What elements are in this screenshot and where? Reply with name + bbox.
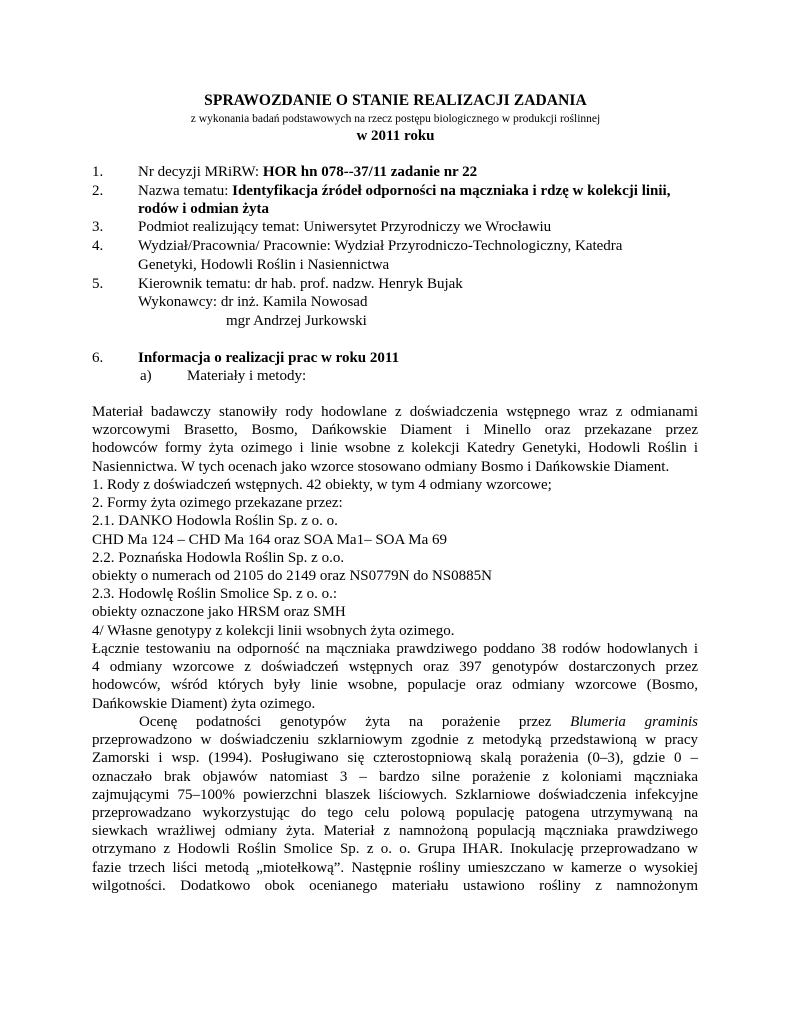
- item-contractors: Wykonawcy: dr inż. Kamila Nowosad: [138, 294, 368, 310]
- text-line: 4 odmiany wzorcowe z doświadczeń wstępnych oraz 397 genotypów dostarczonych przez: [92, 659, 698, 676]
- text-line: Zamorski i wsp. (1994). Posługiwano się czterostopniową skalą porażenia (0–3), gdzie 0 –: [92, 750, 698, 767]
- list-item: 4/ Własne genotypy z kolekcji linii wsobnych żyta ozimego.: [92, 622, 455, 639]
- text-line: zajmującymi 75–100% powierzchni blaszek liściowych. Szklarniowe doświadczenia infekcyjne: [92, 786, 698, 803]
- item-contractor-2: mgr Andrzej Jurkowski: [226, 313, 367, 329]
- text-line: fazie trzech liści metodą „miotełkową”. Następnie rośliny umieszczano w kamerze o wysokiej: [92, 859, 698, 876]
- materials-list: [92, 476, 698, 640]
- paragraph-methodology: [92, 713, 698, 895]
- item-topic-name: [138, 182, 670, 201]
- list-item: 2. Formy żyta ozimego przekazane przez:: [92, 495, 343, 512]
- text-line: oznaczało brak objawów natomiast 3 – bardzo silne porażenie z koloniami mączniaka: [92, 768, 698, 785]
- list-item: 2.2. Poznańska Hodowla Roślin Sp. z o.o.: [92, 549, 345, 566]
- item-label: Nr decyzji MRiRW:: [138, 164, 263, 180]
- section-heading: Informacja o realizacji prac w roku 2011: [138, 350, 400, 366]
- item-number: 3.: [92, 219, 104, 235]
- item-department-continuation: Genetyki, Hodowli Roślin i Nasiennictwa: [138, 257, 390, 273]
- item-value: HOR hn 078--37/11 zadanie nr 22: [262, 164, 478, 180]
- text-line: siewkach wrażliwej odmiany żyta. Materiał z namnożoną populacją mączniaka prawdziwego: [92, 823, 698, 840]
- text-line: Nasiennictwa. W tych ocenach jako wzorce stosowano odmiany Bosmo i Dańkowskie Diament.: [92, 458, 670, 475]
- item-number: 4.: [92, 238, 104, 254]
- item-value-continuation: rodów i odmian żyta: [138, 201, 269, 217]
- list-item: obiekty oznaczone jako HRSM oraz SMH: [92, 604, 346, 621]
- text-run: Ocenę podatności genotypów żyta na porażenie przez: [139, 714, 571, 730]
- item-value: Identyfikacja źródeł odporności na mączniaka i rdzę w kolekcji linii,: [232, 183, 671, 199]
- report-year: w 2011 roku: [356, 128, 435, 144]
- item-entity: Podmiot realizujący temat: Uniwersytet Przyrodniczy we Wrocławiu: [138, 219, 552, 235]
- item-number: 2.: [92, 183, 104, 199]
- item-decision-number: [138, 163, 477, 182]
- species-name: Blumeria graminis: [570, 714, 698, 730]
- text-line: przeprowadzano wykorzystując do tego celu polową populację patogena utrzymywaną na: [92, 805, 698, 822]
- report-subtitle: z wykonania badań podstawowych na rzecz postępu biologicznego w produkcji roślinnej: [190, 113, 601, 125]
- item-manager: Kierownik tematu: dr hab. prof. nadzw. Henryk Bujak: [138, 276, 463, 292]
- list-item: obiekty o numerach od 2105 do 2149 oraz NS0779N do NS0885N: [92, 568, 492, 585]
- text-line: [92, 713, 698, 731]
- item-number: 1.: [92, 164, 104, 180]
- subsection-label: a): [140, 368, 152, 384]
- paragraph-testing-summary: [92, 640, 698, 713]
- subsection-title: Materiały i metody:: [187, 368, 307, 384]
- item-label: Nazwa tematu:: [138, 183, 233, 199]
- text-line: Dańkowskie Diament) żyta ozimego.: [92, 695, 316, 712]
- text-line: Łącznie testowaniu na odporność na mączniaka prawdziwego poddano 38 rodów hodowlanych i: [92, 641, 698, 657]
- item-number: 5.: [92, 276, 104, 292]
- paragraph-materials: [92, 403, 698, 476]
- text-line: otrzymano z Hodowli Roślin Smolice Sp. z o. o. Grupa IHAR. Inokulację przeprowadzano w: [92, 841, 698, 858]
- text-line: hodowców formy żyta ozimego i linie wsobne z kolekcji Katedry Genetyki, Hodowli Roślin i: [92, 440, 698, 457]
- item-number: 6.: [92, 350, 104, 366]
- list-item: CHD Ma 124 – CHD Ma 164 oraz SOA Ma1– SOA Ma 69: [92, 531, 447, 548]
- list-item: 2.3. Hodowlę Roślin Smolice Sp. z o. o.:: [92, 586, 337, 603]
- list-item: 1. Rody z doświadczeń wstępnych. 42 obiekty, w tym 4 odmiany wzorcowe;: [92, 477, 552, 493]
- report-title: SPRAWOZDANIE O STANIE REALIZACJI ZADANIA: [204, 92, 587, 109]
- text-line: Materiał badawczy stanowiły rody hodowlane z doświadczenia wstępnego wraz z odmianami: [92, 404, 698, 420]
- item-department: Wydział/Pracownia/ Pracownie: Wydział Przyrodniczo-Technologiczny, Katedra: [138, 238, 623, 254]
- text-line: przeprowadzono w doświadczeniu szklarniowym zgodnie z metodyką przedstawioną w pracy: [92, 732, 698, 749]
- list-item: 2.1. DANKO Hodowla Roślin Sp. z o. o.: [92, 513, 338, 530]
- text-line: hodowców, wśród których były linie wsobne, populacje oraz odmiany wzorcowe (Bosmo,: [92, 677, 698, 694]
- text-line: wilgotności. Dodatkowo obok ocenianego materiału ustawiono rośliny z namnożonym: [92, 877, 698, 894]
- text-line: wzorcowymi Brasetto, Bosmo, Dańkowskie Diament i Minello oraz przekazane przez: [92, 422, 698, 439]
